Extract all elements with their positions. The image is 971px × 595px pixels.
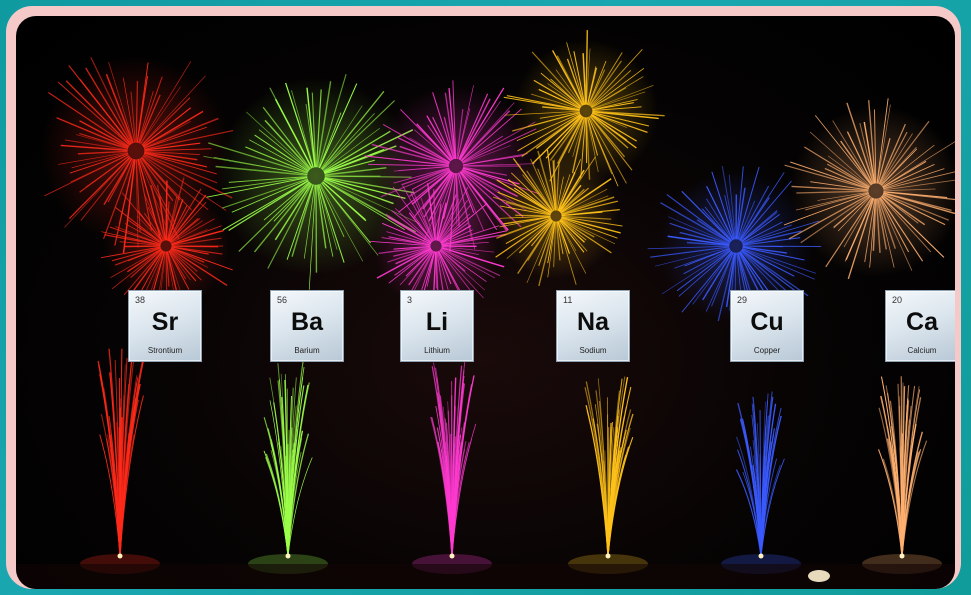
- element-name: Copper: [753, 346, 781, 355]
- element-name: Lithium: [424, 346, 450, 355]
- element-tile-calcium: [885, 290, 955, 362]
- element-symbol: Cu: [750, 308, 784, 336]
- atomic-number: 56: [277, 295, 288, 305]
- element-tile-strontium: [128, 290, 202, 362]
- atomic-number: 11: [563, 295, 573, 305]
- atomic-number: 20: [892, 295, 903, 305]
- element-name: Sodium: [579, 346, 607, 355]
- element-tile-lithium: [400, 290, 474, 362]
- element-tile-copper: [730, 290, 804, 362]
- element-symbol: Ca: [906, 308, 938, 336]
- element-tile-sodium: [556, 290, 630, 362]
- atomic-number: 29: [737, 295, 748, 305]
- element-name: Calcium: [907, 346, 937, 355]
- atomic-number: 3: [407, 295, 413, 305]
- element-name: Strontium: [147, 346, 183, 355]
- fireworks-photo: [16, 16, 955, 589]
- element-name: Barium: [294, 346, 320, 355]
- element-symbol: Na: [577, 308, 609, 336]
- element-tile-barium: [270, 290, 344, 362]
- element-symbol: Li: [425, 308, 449, 336]
- element-symbol: Sr: [151, 308, 179, 336]
- atomic-number: 38: [135, 295, 146, 305]
- element-symbol: Ba: [291, 308, 323, 336]
